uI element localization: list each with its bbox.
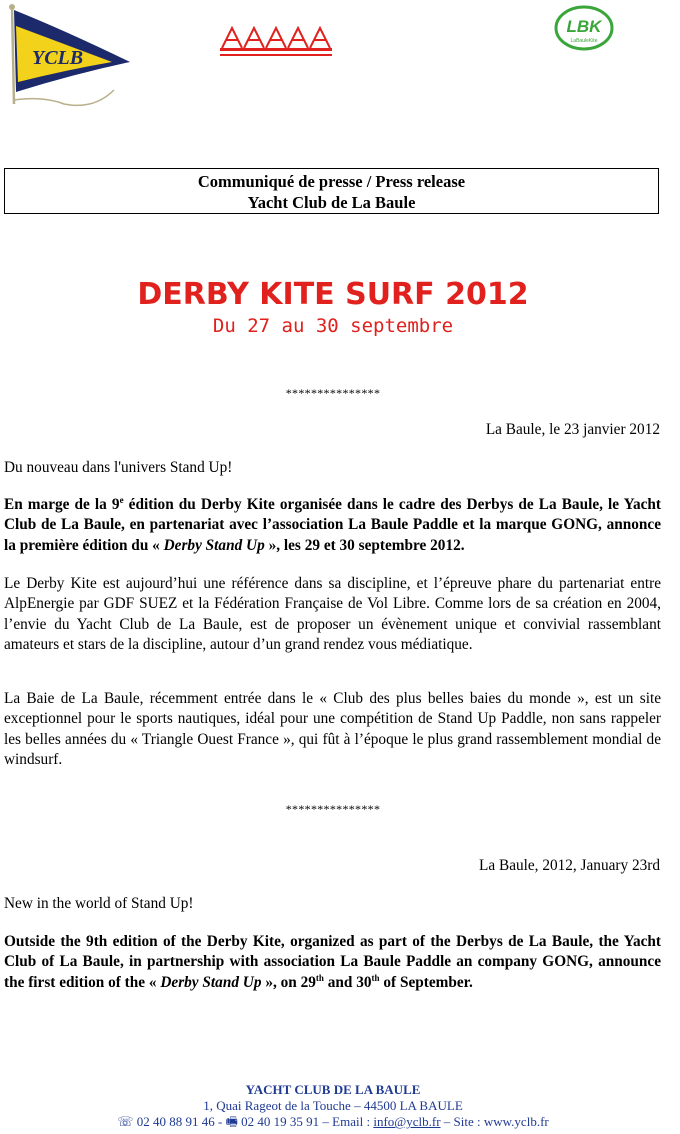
- svg-text:LaBauleKite: LaBauleKite: [570, 38, 598, 44]
- press-release-heading: Communiqué de presse / Press release: [197, 172, 466, 191]
- footer-phone: 02 40 88 91 46 -: [136, 1114, 223, 1129]
- footer-organization: YACHT CLUB DE LA BAULE: [245, 1082, 421, 1097]
- derbys-tents-logo: [218, 18, 336, 62]
- footer-site: – Site : www.yclb.fr: [443, 1114, 549, 1129]
- footer-email-link[interactable]: info@yclb.fr: [373, 1114, 441, 1129]
- event-title: DERBY KITE SURF 2012: [137, 277, 529, 312]
- fax-icon: 🖷: [225, 1114, 238, 1129]
- footer: [0, 1082, 666, 1130]
- intro-french: Du nouveau dans l'univers Stand Up!: [4, 459, 233, 476]
- phone-icon: ☏: [117, 1114, 134, 1129]
- dateline-english: La Baule, 2012, January 23rd: [479, 857, 660, 874]
- dateline-french: La Baule, le 23 janvier 2012: [485, 421, 660, 438]
- paragraph-english-1: Outside the 9th edition of the Derby Kite, organized as part of the Derbys de La Baule, the Yacht Club of La Baule, in partnership with association La Baule Paddle an company GONG, announce the first edition of the « Derby Stand Up », on 29th and 30th of September.: [4, 933, 661, 991]
- svg-text:YCLB: YCLB: [32, 47, 84, 69]
- footer-address: 1, Quai Rageot de la Touche – 44500 LA BAULE: [203, 1098, 463, 1113]
- paragraph-french-1: En marge de la 9e édition du Derby Kite organisée dans le cadre des Derbys de La Baule, le Yacht Club de La Baule, en partenariat avec l’association La Baule Paddle et la marque GONG, annonce la première édition du « Derby Stand Up », les 29 et 30 septembre 2012.: [4, 494, 661, 554]
- separator-english: ***************: [285, 802, 381, 816]
- paragraph-french-3: La Baie de La Baule, récemment entrée dans le « Club des plus belles baies du monde », est un site exceptionnel pour le sports nautiques, idéal pour une compétition de Stand Up Paddle, non sans rappeler les belles années du « Triangle Ouest France », qui fût à l’époque le plus grand rassemblement mondial de windsurf.: [4, 690, 661, 768]
- organization-heading: Yacht Club de La Baule: [247, 193, 416, 212]
- svg-text:LBK: LBK: [566, 17, 602, 36]
- press-release-box: [4, 168, 659, 214]
- paragraph-french-2: Le Derby Kite est aujourd’hui une référence dans sa discipline, et l’épreuve phare du partenariat entre AlpEnergie par GDF SUEZ et la Fédération Française de Vol Libre. Comme lors de sa création en 2004, l’envie du Yacht Club de La Baule, est de proposer un évènement unique et convivial rassemblant amateurs et stars de la discipline, autour d’un grand rendez vous médiatique.: [4, 575, 661, 653]
- yclb-pennant-logo: [4, 4, 142, 108]
- footer-fax: 02 40 19 35 91 – Email :: [241, 1114, 371, 1129]
- event-dates: Du 27 au 30 septembre: [212, 315, 454, 337]
- footer-contact: [0, 1114, 666, 1130]
- intro-english: New in the world of Stand Up!: [4, 895, 194, 912]
- separator-french: ***************: [285, 386, 381, 400]
- labaulekite-logo: [552, 4, 616, 52]
